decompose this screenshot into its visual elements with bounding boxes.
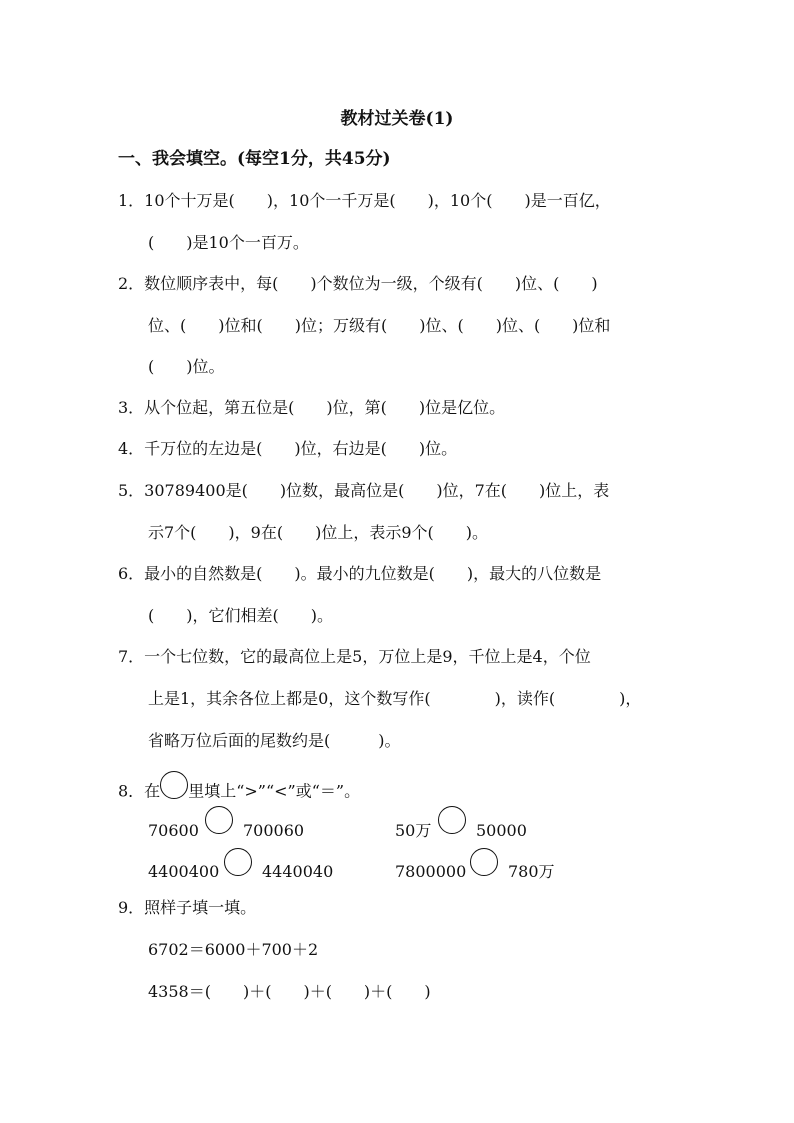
compare-answer-circle-3[interactable]: [224, 848, 252, 876]
compare-left-2: 50万: [395, 821, 432, 840]
question-6-line-2: ( )，它们相差( )。: [148, 606, 333, 625]
section-heading: 一、我会填空。(每空1分，共45分): [118, 149, 391, 169]
question-9-task: 4358＝( )＋( )＋( )＋( ): [148, 982, 431, 1001]
page-title: 教材过关卷(1): [340, 109, 454, 129]
question-3: 3．从个位起，第五位是( )位，第( )位是亿位。: [118, 398, 506, 417]
question-7-line-3: 省略万位后面的尾数约是( )。: [148, 731, 401, 750]
question-6-line-1: 6．最小的自然数是( )。最小的九位数是( )，最大的八位数是: [118, 564, 602, 583]
compare-right-2: 50000: [476, 821, 527, 840]
circle-icon: [160, 771, 188, 799]
question-2-line-2: 位、( )位和( )位；万级有( )位、( )位、( )位和: [148, 316, 611, 335]
question-9-example: 6702＝6000＋700＋2: [148, 940, 319, 959]
question-7-line-2: 上是1，其余各位上都是0，这个数写作( )，读作( )，: [148, 689, 642, 708]
question-1-line-2: ( )是10个一百万。: [148, 233, 309, 252]
compare-answer-circle-1[interactable]: [205, 806, 233, 834]
question-8-post: 里填上“>”“<”或“＝”。: [188, 781, 361, 801]
question-4: 4．千万位的左边是( )位，右边是( )位。: [118, 439, 458, 458]
question-2-line-1: 2．数位顺序表中，每( )个数位为一级，个级有( )位、( ): [118, 274, 598, 293]
compare-right-4: 780万: [508, 862, 555, 881]
question-5-line-1: 5．30789400是( )位数，最高位是( )位，7在( )位上，表: [118, 481, 610, 500]
compare-answer-circle-2[interactable]: [438, 806, 466, 834]
question-8-instruction: [118, 778, 360, 806]
compare-left-4: 7800000: [395, 862, 467, 881]
compare-right-3: 4440040: [262, 862, 334, 881]
compare-right-1: 700060: [243, 821, 305, 840]
question-5-line-2: 示7个( )，9在( )位上，表示9个( )。: [148, 523, 488, 542]
question-2-line-3: ( )位。: [148, 357, 225, 376]
question-1-line-1: 1．10个十万是( )，10个一千万是( )，10个( )是一百亿，: [118, 191, 611, 210]
compare-left-1: 70600: [148, 821, 199, 840]
question-9-instruction: 9．照样子填一填。: [118, 898, 257, 917]
question-7-line-1: 7．一个七位数，它的最高位上是5，万位上是9，千位上是4，个位: [118, 647, 591, 666]
compare-answer-circle-4[interactable]: [470, 848, 498, 876]
compare-left-3: 4400400: [148, 862, 220, 881]
question-8-pre: 8．在: [118, 781, 161, 801]
